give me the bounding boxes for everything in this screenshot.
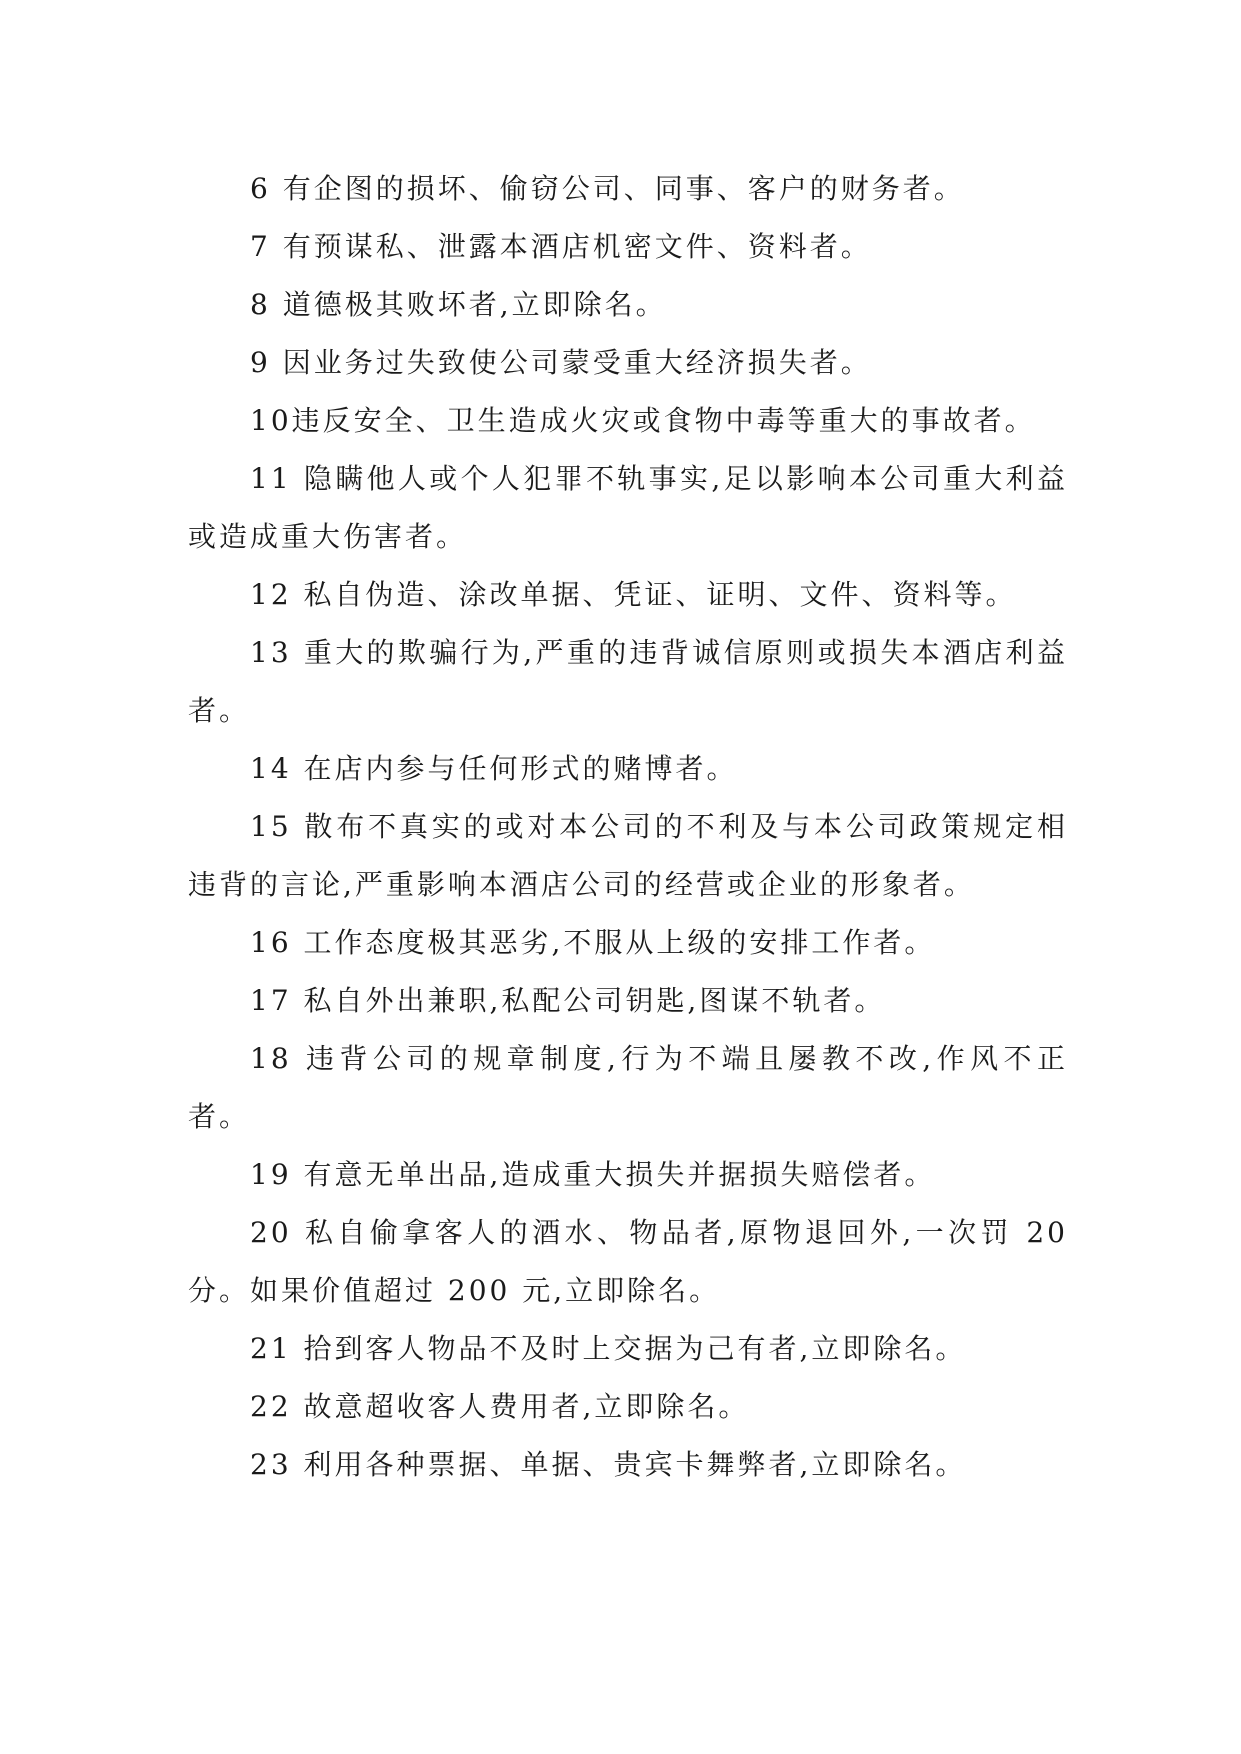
rule-item-8: 8 道德极其败坏者,立即除名。	[250, 288, 667, 321]
rule-item-11: 11 隐瞒他人或个人犯罪不轨事实,足以影响本公司重大利益或造成重大伤害者。	[188, 462, 1068, 553]
rule-item-12: 12 私自伪造、涂改单据、凭证、证明、文件、资料等。	[250, 578, 1017, 611]
rule-item-7: 7 有预谋私、泄露本酒店机密文件、资料者。	[250, 230, 872, 263]
rule-item-15: 15 散布不真实的或对本公司的不利及与本公司政策规定相违背的言论,严重影响本酒店公司的经营或企业的形象者。	[188, 810, 1068, 901]
rule-item-17: 17 私自外出兼职,私配公司钥匙,图谋不轨者。	[250, 984, 886, 1017]
document-body	[188, 160, 1068, 1494]
rule-item-21: 21 拾到客人物品不及时上交据为己有者,立即除名。	[250, 1332, 967, 1365]
rule-item-22: 22 故意超收客人费用者,立即除名。	[250, 1390, 750, 1423]
rule-item-23: 23 利用各种票据、单据、贵宾卡舞弊者,立即除名。	[250, 1448, 967, 1481]
rule-item-13: 13 重大的欺骗行为,严重的违背诚信原则或损失本酒店利益者。	[188, 636, 1068, 727]
rule-item-18: 18 违背公司的规章制度,行为不端且屡教不改,作风不正者。	[188, 1042, 1068, 1133]
rule-item-16: 16 工作态度极其恶劣,不服从上级的安排工作者。	[250, 926, 936, 959]
rule-item-10: 10违反安全、卫生造成火灾或食物中毒等重大的事故者。	[250, 404, 1036, 437]
rule-item-6: 6 有企图的损坏、偷窃公司、同事、客户的财务者。	[250, 172, 965, 205]
rule-item-14: 14 在店内参与任何形式的赌博者。	[250, 752, 738, 785]
rule-item-9: 9 因业务过失致使公司蒙受重大经济损失者。	[250, 346, 872, 379]
rule-item-20: 20 私自偷拿客人的酒水、物品者,原物退回外,一次罚 20 分。如果价值超过 200 元,立即除名。	[188, 1216, 1068, 1307]
rule-item-19: 19 有意无单出品,造成重大损失并据损失赔偿者。	[250, 1158, 936, 1191]
